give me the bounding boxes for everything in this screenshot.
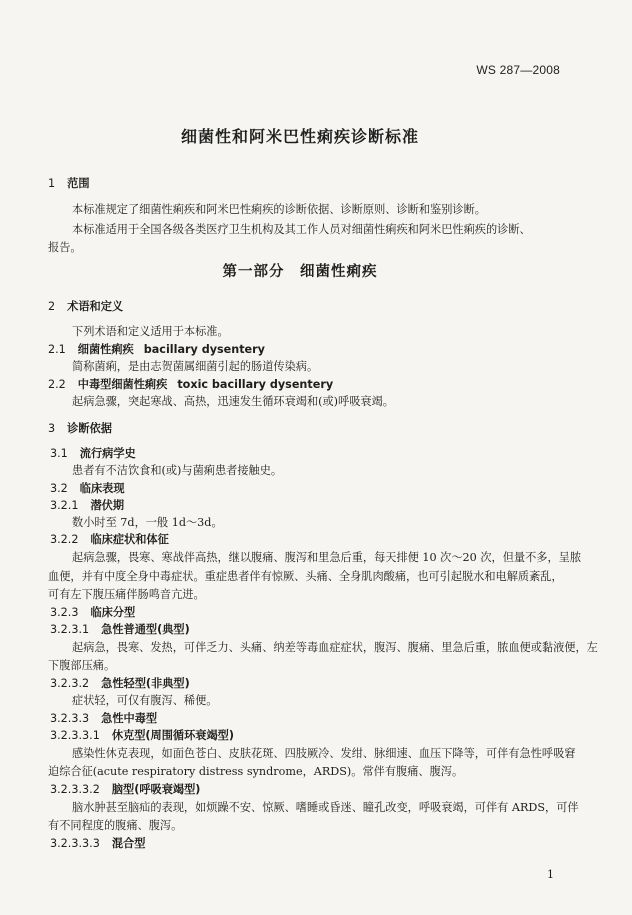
section-3-2-3-3-2-heading: 3.2.3.3.2 脑型(呼吸衰竭型) bbox=[50, 783, 201, 796]
section-3-2-3-1-heading: 3.2.3.1 急性普通型(典型) bbox=[50, 623, 190, 636]
term-2-2-heading: 2.2 中毒型细菌性痢疾 toxic bacillary dysentery bbox=[48, 378, 334, 391]
section-1-heading: 1 范围 bbox=[48, 177, 90, 190]
document-title: 细菌性和阿米巴性痢疾诊断标准 bbox=[180, 127, 419, 146]
section-3-2-heading: 3.2 临床表现 bbox=[50, 482, 125, 495]
section-1-paragraph-2: 本标准适用于全国各级各类医疗卫生机构及其工作人员对细菌性痢疾和阿米巴性痢疾的诊断、 bbox=[72, 223, 531, 236]
section-3-1-text: 患者有不洁饮食和(或)与菌痢患者接触史。 bbox=[72, 464, 283, 477]
section-3-2-3-3-1-heading: 3.2.3.3.1 休克型(周围循环衰竭型) bbox=[50, 729, 234, 742]
section-3-2-3-1-line-2: 下腹部压痛。 bbox=[48, 659, 116, 672]
section-3-2-3-3-2-line-1: 脑水肿甚至脑疝的表现，如烦躁不安、惊厥、嗜睡或昏迷、瞳孔改变，呼吸衰竭，可伴有 ARDS，可伴 bbox=[72, 801, 579, 814]
section-3-2-3-1-line-1: 起病急，畏寒、发热，可伴乏力、头痛、纳差等毒血症症状，腹泻、腹痛、里急后重，脓血便或黏液便，左 bbox=[72, 641, 598, 654]
section-3-2-3-heading: 3.2.3 临床分型 bbox=[50, 606, 136, 619]
page-number: 1 bbox=[547, 868, 554, 881]
part-one-title: 第一部分 细菌性痢疾 bbox=[222, 264, 378, 280]
section-3-2-2-heading: 3.2.2 临床症状和体征 bbox=[50, 533, 169, 546]
section-3-heading: 3 诊断依据 bbox=[48, 422, 112, 435]
section-3-2-2-line-1: 起病急骤，畏寒、寒战伴高热，继以腹痛、腹泻和里急后重，每天排便 10 次～20 次，但量不多，呈脓 bbox=[72, 551, 582, 564]
term-2-1-definition: 简称菌痢，是由志贺菌属细菌引起的肠道传染病。 bbox=[72, 360, 319, 373]
section-2-intro: 下列术语和定义适用于本标准。 bbox=[72, 325, 229, 338]
section-3-2-3-3-2-line-2: 有不同程度的腹痛、腹泻。 bbox=[48, 819, 183, 832]
section-3-2-2-line-3: 可有左下腹压痛伴肠鸣音亢进。 bbox=[48, 588, 205, 601]
term-2-1-heading: 2.1 细菌性痢疾 bacillary dysentery bbox=[48, 343, 265, 356]
section-3-2-3-2-text: 症状轻，可仅有腹泻、稀便。 bbox=[72, 694, 218, 707]
section-2-heading: 2 术语和定义 bbox=[48, 300, 124, 313]
section-3-2-3-2-heading: 3.2.3.2 急性轻型(非典型) bbox=[50, 677, 190, 690]
section-3-2-3-3-1-line-1: 感染性休克表现，如面色苍白、皮肤花斑、四肢厥冷、发绀、脉细速、血压下降等，可伴有急性呼吸窘 bbox=[72, 747, 576, 760]
standard-code: WS 287—2008 bbox=[476, 63, 560, 77]
section-1-paragraph-1: 本标准规定了细菌性痢疾和阿米巴性痢疾的诊断依据、诊断原则、诊断和鉴别诊断。 bbox=[72, 203, 486, 216]
term-2-2-definition: 起病急骤，突起寒战、高热，迅速发生循环衰竭和(或)呼吸衰竭。 bbox=[72, 395, 394, 408]
section-3-2-2-line-2: 血便，并有中度全身中毒症状。重症患者伴有惊厥、头痛、全身肌肉酸痛，也可引起脱水和电解质紊乱， bbox=[48, 570, 563, 583]
section-3-1-heading: 3.1 流行病学史 bbox=[50, 447, 136, 460]
section-3-2-3-3-3-heading: 3.2.3.3.3 混合型 bbox=[50, 837, 146, 850]
section-3-2-1-text: 数小时至 7d，一般 1d～3d。 bbox=[72, 516, 223, 529]
section-3-2-1-heading: 3.2.1 潜伏期 bbox=[50, 499, 125, 512]
section-3-2-3-3-1-line-2: 迫综合征(acute respiratory distress syndrome，ARDS)。常伴有腹痛、腹泻。 bbox=[48, 765, 464, 778]
section-1-paragraph-2-cont: 报告。 bbox=[48, 241, 82, 254]
section-3-2-3-3-heading: 3.2.3.3 急性中毒型 bbox=[50, 712, 158, 725]
